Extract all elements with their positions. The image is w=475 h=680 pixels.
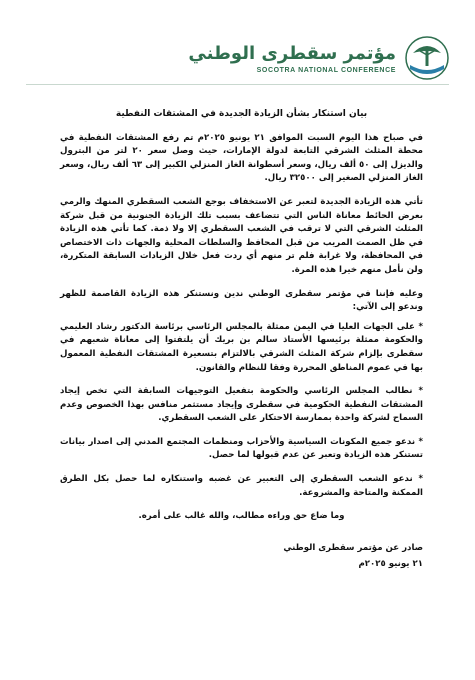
org-name-arabic: مؤتمر سقطرى الوطني: [188, 42, 396, 64]
closing-line: وما ضاع حق وراءه مطالب، والله غالب على أمره.: [138, 511, 345, 522]
issuer-line: صادر عن مؤتمر سقطرى الوطني: [283, 543, 423, 553]
statement-title: بيان استنكار بشأن الزيادة الجديدة في المشتقات النفطية: [115, 109, 368, 119]
signature-block: [283, 540, 423, 572]
header-divider: [26, 84, 449, 85]
paragraph-condemnation: تأتي هذه الزيادة الجديدة لتعبر عن الاستخفاف بوجع الشعب السقطري المنهك والرمي بعرض الحائط معاناة الناس التي تتضاعف بسبب تلك الزيادة الجنونية من قبل شركة المثلث الشرقي التي لا ترقب في الشعب السقطري إلا ولا ذمة. كما تأتي هذه الزيادة في ظل الصمت المريب من قبل المحافظ والسلطات المحلية والجهات ذات الاختصاص في المحافظة، ولا غرابة فلم تر منهم أي ردت فعل خلال الزيادات السابقة المتكررة، ولن نأمل منهم خيرا هذه المرة.: [60, 196, 423, 275]
letterhead: [188, 28, 450, 88]
issue-date: ٢١ يونيو ٢٠٢٥م: [358, 559, 423, 569]
demand-item-presidential-council: * على الجهات العليا في اليمن ممثلة بالمجلس الرئاسي برئاسة الدكتور رشاد العليمي والحكومة ممثلة برئيسها الأستاذ سالم بن بريك أن يلتفتوا إلى معاناة شعبهم في سقطرى بإلزام شركة المثلث الشرقي بالالتزام بتسعيرة المشتقات النفطية المعمول بها في عموم المناطق المحررة وفقا للنظام والقانون.: [60, 321, 423, 373]
demand-item-socotri-people: * ندعو الشعب السقطري إلى التعبير عن غضبه واستنكاره لما حصل بكل الطرق الممكنة والمتاحة والمشروعة.: [60, 474, 423, 498]
paragraph-price-increase: في صباح هذا اليوم السبت الموافق ٢١ يونيو ٢٠٢٥م تم رفع المشتقات النفطية في محطة المثلث الشرقي التابعة لدولة الإمارات، حيث وصل سعر ٢٠ لتر من البترول والديزل إلى ٥٠ ألف ريال، وسعر أسطوانة الغاز المنزلي الكبير إلى ٦٣ ألف ريال، وسعر الغاز المنزلي الصغير إلى ٣٢٥٠٠ ريال.: [60, 132, 424, 184]
paragraph-demands-intro: وعليه فإننا في مؤتمر سقطرى الوطني ندين ونستنكر هذه الزيادة القاصمة للظهر وندعو إلى الآتي:: [60, 288, 423, 313]
demand-item-government-directives: * نطالب المجلس الرئاسي والحكومة بتفعيل التوجيهات السابقة التي تخص إيجاد المشتقات النفطية الحكومية في سقطرى وإيجاد مستثمر منافس بهذا الخصوص وعدم السماح لشركة واحدة بممارسة الاحتكار على الشعب السقطري.: [60, 386, 423, 424]
org-name-english: SOCOTRA NATIONAL CONFERENCE: [256, 66, 396, 74]
demand-item-political-components: * ندعو جميع المكونات السياسية والأحزاب ومنظمات المجتمع المدني إلى اصدار بيانات تستنكر هذه الزيادة وتعبر عن عدم قبولها لما حصل.: [60, 436, 423, 461]
dragon-blood-tree-logo-icon: [404, 35, 450, 81]
letterhead-text: [188, 43, 396, 74]
statement-body: [60, 108, 423, 524]
